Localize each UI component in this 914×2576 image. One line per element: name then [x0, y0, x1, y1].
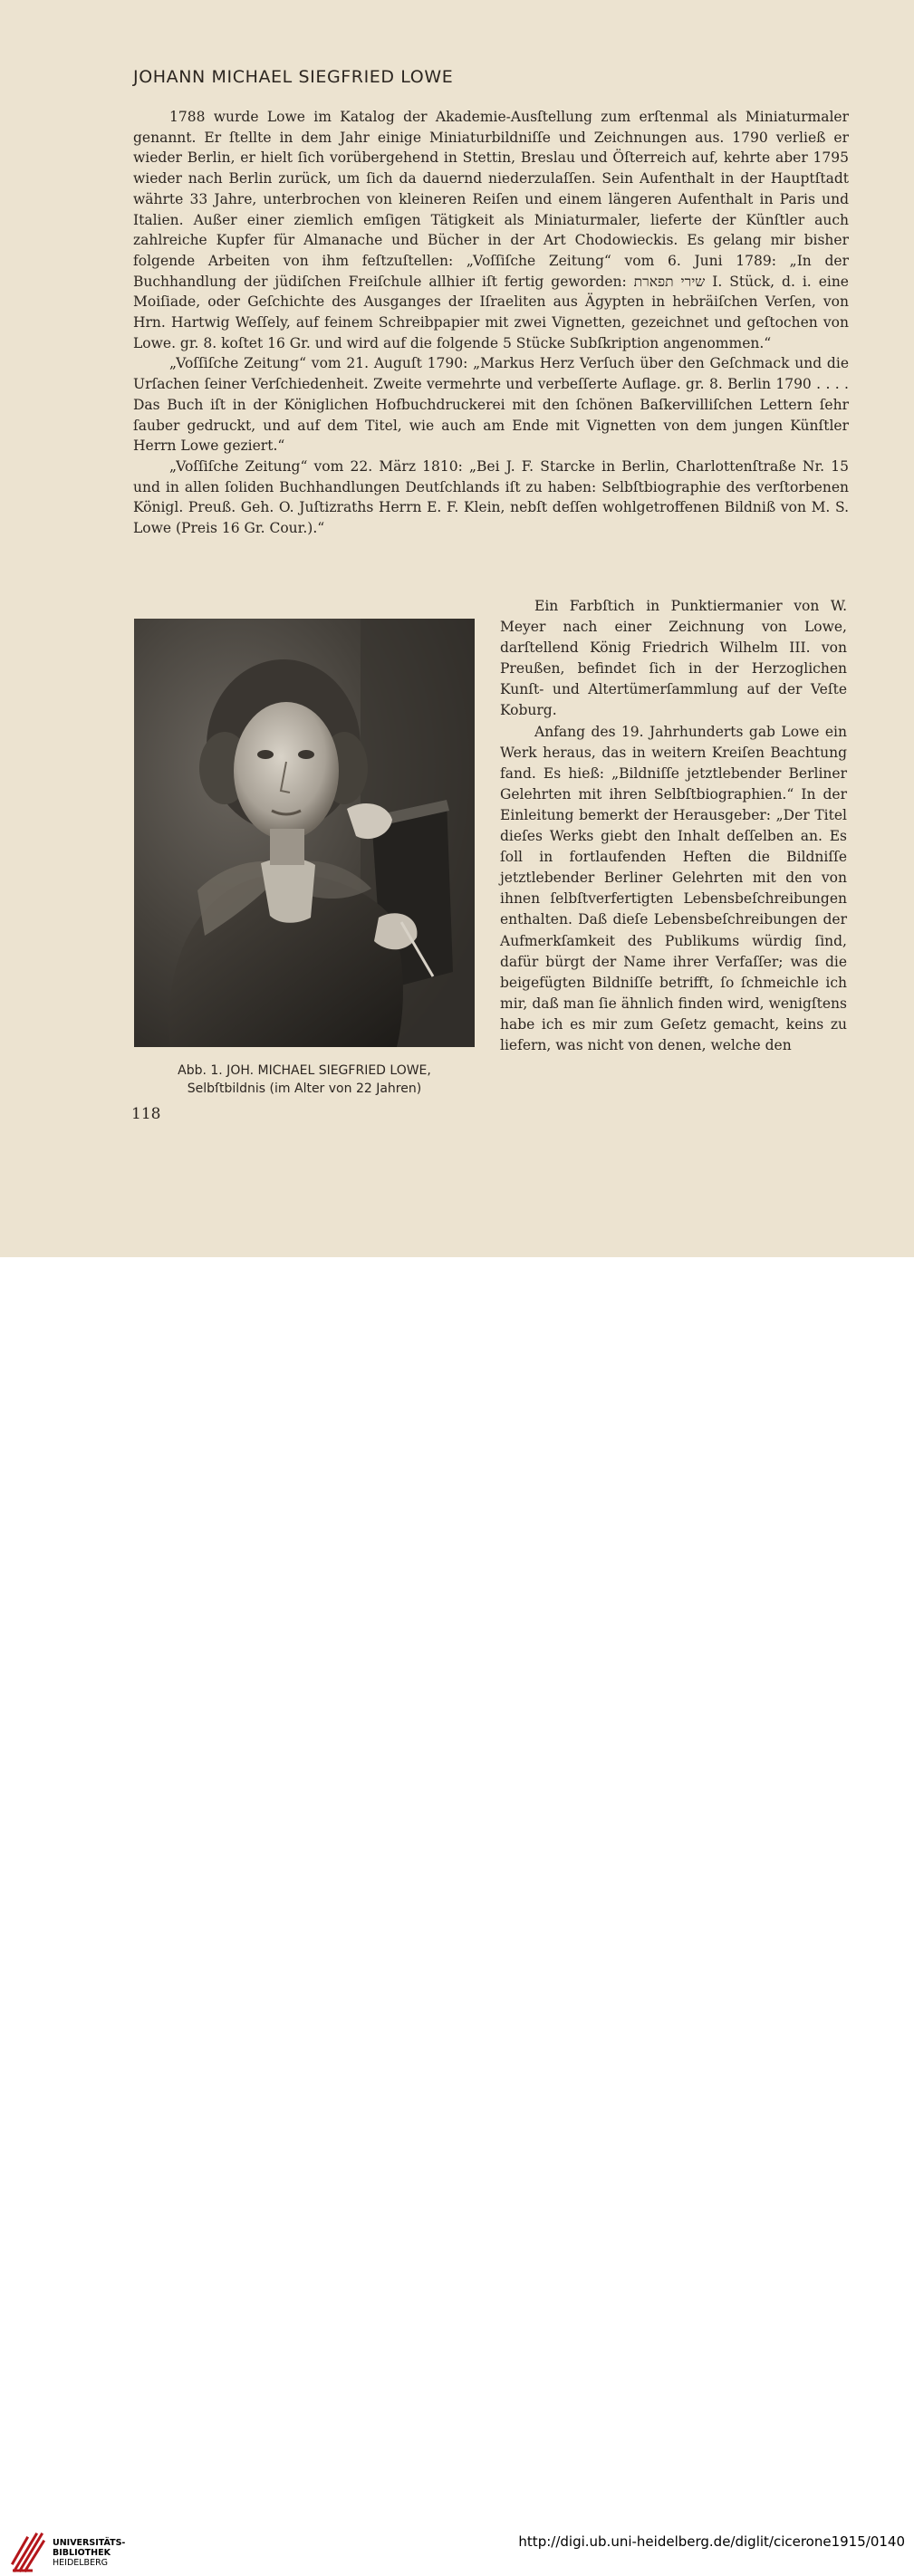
library-name-line: HEIDELBERG	[53, 2558, 109, 2568]
body-text-full-width	[133, 107, 849, 539]
paragraph: Ein Farbſtich in Punktiermanier von W. Meyer nach einer Zeichnung von Lowe, darſtellend König Friedrich Wilhelm III. von Preußen, befindet ſich in der Herzoglichen Kunſt- und Altertümerſammlung auf der Veſte Koburg.	[500, 598, 847, 719]
library-name-line: BIBLIOTHEK	[53, 2548, 111, 2558]
caption-line-title: Abb. 1. JOH. MICHAEL SIEGFRIED LOWE,	[178, 1063, 431, 1078]
caption-line-subtitle: Selbſtbildnis (im Alter von 22 Jahren)	[187, 1081, 422, 1096]
source-url-link[interactable]: http://digi.ub.uni-heidelberg.de/diglit/cicerone1915/0140	[518, 2533, 905, 2550]
figure-caption	[134, 1062, 475, 1098]
running-head: JOHANN MICHAEL SIEGFRIED LOWE	[133, 67, 454, 87]
portrait-image	[134, 619, 475, 1047]
paragraph: „Voſſiſche Zeitung“ vom 21. Auguſt 1790: „Markus Herz Verſuch über den Geſchmack und die Urſachen ſeiner Verſchiedenheit. Zweite vermehrte und verbeſſerte Auflage. gr. 8. Berlin 1790 . . . . Das Buch iſt in der Königlichen Hofbuchdruckerei mit den ſchönen Baſkervilliſchen Lettern ſehr ſauber gedruckt, und auf dem Titel, wie auch am Ende mit Vignetten von dem jungen Künſtler Herrn Lowe geziert.“	[133, 355, 849, 455]
university-library-logo-icon	[9, 2529, 45, 2576]
page-number: 118	[131, 1105, 161, 1123]
self-portrait-figure	[134, 619, 475, 1047]
library-name-line: UNIVERSITÄTS-	[53, 2538, 126, 2548]
paragraph: „Voſſiſche Zeitung“ vom 22. März 1810: „Bei J. F. Starcke in Berlin, Charlottenſtraße Nr. 15 und in allen ſoliden Buchhandlungen Deutſchlands iſt zu haben: Selbſtbiographie des verſtorbenen Königl. Preuß. Geh. O. Juſtizraths Herrn E. F. Klein, nebſt deſſen wohlgetroffenen Bildniß von M. S. Lowe (Preis 16 Gr. Cour.).“	[133, 457, 849, 537]
paragraph: Anfang des 19. Jahrhunderts gab Lowe ein Werk heraus, das in weitern Kreiſen Beachtung fand. Es hieß: „Bildniſſe jetztlebender Berliner Gelehrten mit ihren Selbſtbiographien.“ In der Einleitung bemerkt der Herausgeber: „Der Titel dieſes Werks giebt den Inhalt deſſelben an. Es ſoll in fortlaufenden Heften die Bildniſſe jetztlebender Berliner Gelehrten mit den von ihnen ſelbſtverfertigten Lebensbeſchreibungen enthalten. Daß dieſe Lebensbeſchreibungen der Aufmerkſamkeit des Publikums würdig ſind, dafür bürgt der Name ihrer Verfaſſer; was die beigefügten Bildniſſe betrifft, ſo ſchmeichle ich mir, daß man ſie ähnlich finden wird, wenigſtens habe ich es mir zum Geſetz gemacht, keins zu liefern, was nicht von denen, welche den	[500, 723, 847, 1053]
digitization-footer	[0, 1257, 914, 2568]
library-name	[53, 2538, 125, 2568]
body-text-column	[500, 596, 847, 1056]
paragraph: 1788 wurde Lowe im Katalog der Akademie-Ausſtellung zum erſtenmal als Miniaturmaler genannt. Er ſtellte in dem Jahr einige Miniaturbildniſſe und Zeichnungen aus. 1790 verließ er wieder Berlin, er hielt ſich vorübergehend in Stettin, Breslau und Öſterreich auf, kehrte aber 1795 wieder nach Berlin zurück, um ſich da dauernd niederzulaſſen. Sein Aufenthalt in der Hauptſtadt währte 33 Jahre, unterbrochen von kleineren Reiſen und einem längeren Aufenthalt in Paris und Italien. Außer einer ziemlich emſigen Tätigkeit als Miniaturmaler, lieferte der Künſtler auch zahlreiche Kupfer für Almanache und Bücher in der Art Chodowieckis. Es gelang mir bisher folgende Arbeiten von ihm feſtzuſtellen: „Voſſiſche Zeitung“ vom 6. Juni 1789: „In der Buchhandlung der jüdiſchen Freiſchule allhier iſt fertig geworden: שירי תפארת I. Stück, d. i. eine Moiſiade, oder Geſchichte des Ausganges der Iſraeliten aus Ägypten in hebräiſchen Verſen, von Hrn. Hartwig Weſſely, auf feinem Schreibpapier mit zwei Vignetten, gezeichnet und geſtochen von Lowe. gr. 8. koſtet 16 Gr. und wird auf die folgende 5 Stücke Subſkription angenommen.“	[133, 109, 849, 351]
scanned-page	[0, 0, 914, 1257]
